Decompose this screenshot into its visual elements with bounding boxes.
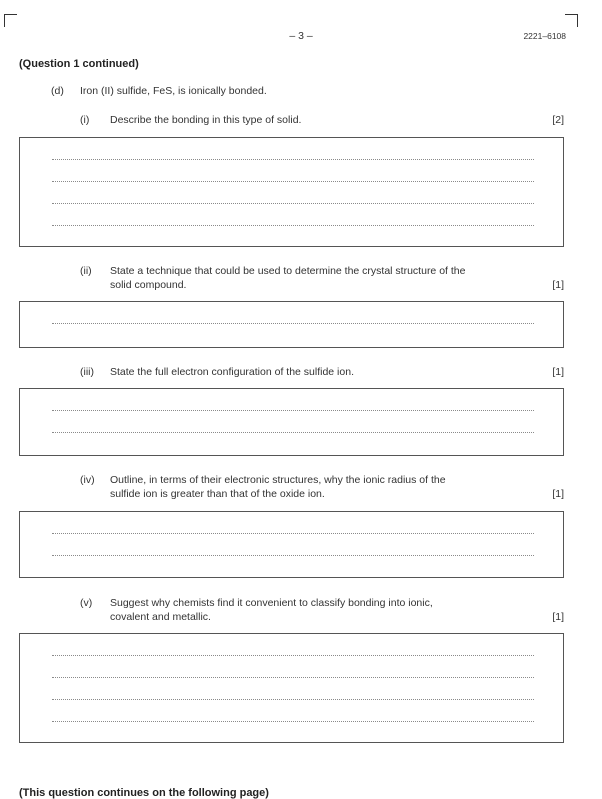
subpart-iv-marks: [1]	[552, 488, 564, 500]
answer-line	[52, 158, 534, 160]
part-d-stem: Iron (II) sulfide, FeS, is ionically bonded.	[80, 85, 267, 97]
subpart-iv-label: (iv)	[80, 474, 95, 486]
answer-line	[52, 224, 534, 226]
subpart-iii-label: (iii)	[80, 366, 94, 378]
subpart-iv-question-line-2: sulfide ion is greater than that of the oxide ion.	[110, 488, 325, 500]
answer-line	[52, 654, 534, 656]
subpart-ii-question-line-1: State a technique that could be used to determine the crystal structure of the	[110, 265, 466, 277]
subpart-v-question-line-1: Suggest why chemists find it convenient to classify bonding into ionic,	[110, 597, 433, 609]
answer-line	[52, 676, 534, 678]
continuation-note: (This question continues on the following page)	[19, 787, 269, 799]
subpart-i-marks: [2]	[552, 114, 564, 126]
answer-box-i[interactable]	[19, 137, 564, 247]
answer-box-iv[interactable]	[19, 511, 564, 578]
subpart-iv-question-line-1: Outline, in terms of their electronic structures, why the ionic radius of the	[110, 474, 446, 486]
subpart-i-question: Describe the bonding in this type of solid.	[110, 114, 302, 126]
crop-mark-top-left	[4, 14, 17, 27]
answer-line	[52, 322, 534, 324]
answer-line	[52, 554, 534, 556]
answer-box-ii[interactable]	[19, 301, 564, 348]
answer-line	[52, 409, 534, 411]
answer-box-iii[interactable]	[19, 388, 564, 456]
subpart-iii-question: State the full electron configuration of the sulfide ion.	[110, 366, 354, 378]
answer-line	[52, 180, 534, 182]
answer-line	[52, 431, 534, 433]
subpart-ii-marks: [1]	[552, 279, 564, 291]
subpart-i-label: (i)	[80, 114, 90, 126]
subpart-v-question-line-2: covalent and metallic.	[110, 611, 211, 623]
answer-box-v[interactable]	[19, 633, 564, 743]
question-continued-heading: (Question 1 continued)	[19, 58, 139, 70]
subpart-ii-question-line-2: solid compound.	[110, 279, 187, 291]
crop-mark-top-right	[565, 14, 578, 27]
subpart-iii-marks: [1]	[552, 366, 564, 378]
part-d-label: (d)	[51, 85, 64, 97]
subpart-v-marks: [1]	[552, 611, 564, 623]
answer-line	[52, 698, 534, 700]
answer-line	[52, 720, 534, 722]
answer-line	[52, 202, 534, 204]
subpart-ii-label: (ii)	[80, 265, 92, 277]
answer-line	[52, 532, 534, 534]
paper-code: 2221–6108	[523, 31, 566, 41]
page-number: – 3 –	[289, 30, 313, 42]
subpart-v-label: (v)	[80, 597, 93, 609]
